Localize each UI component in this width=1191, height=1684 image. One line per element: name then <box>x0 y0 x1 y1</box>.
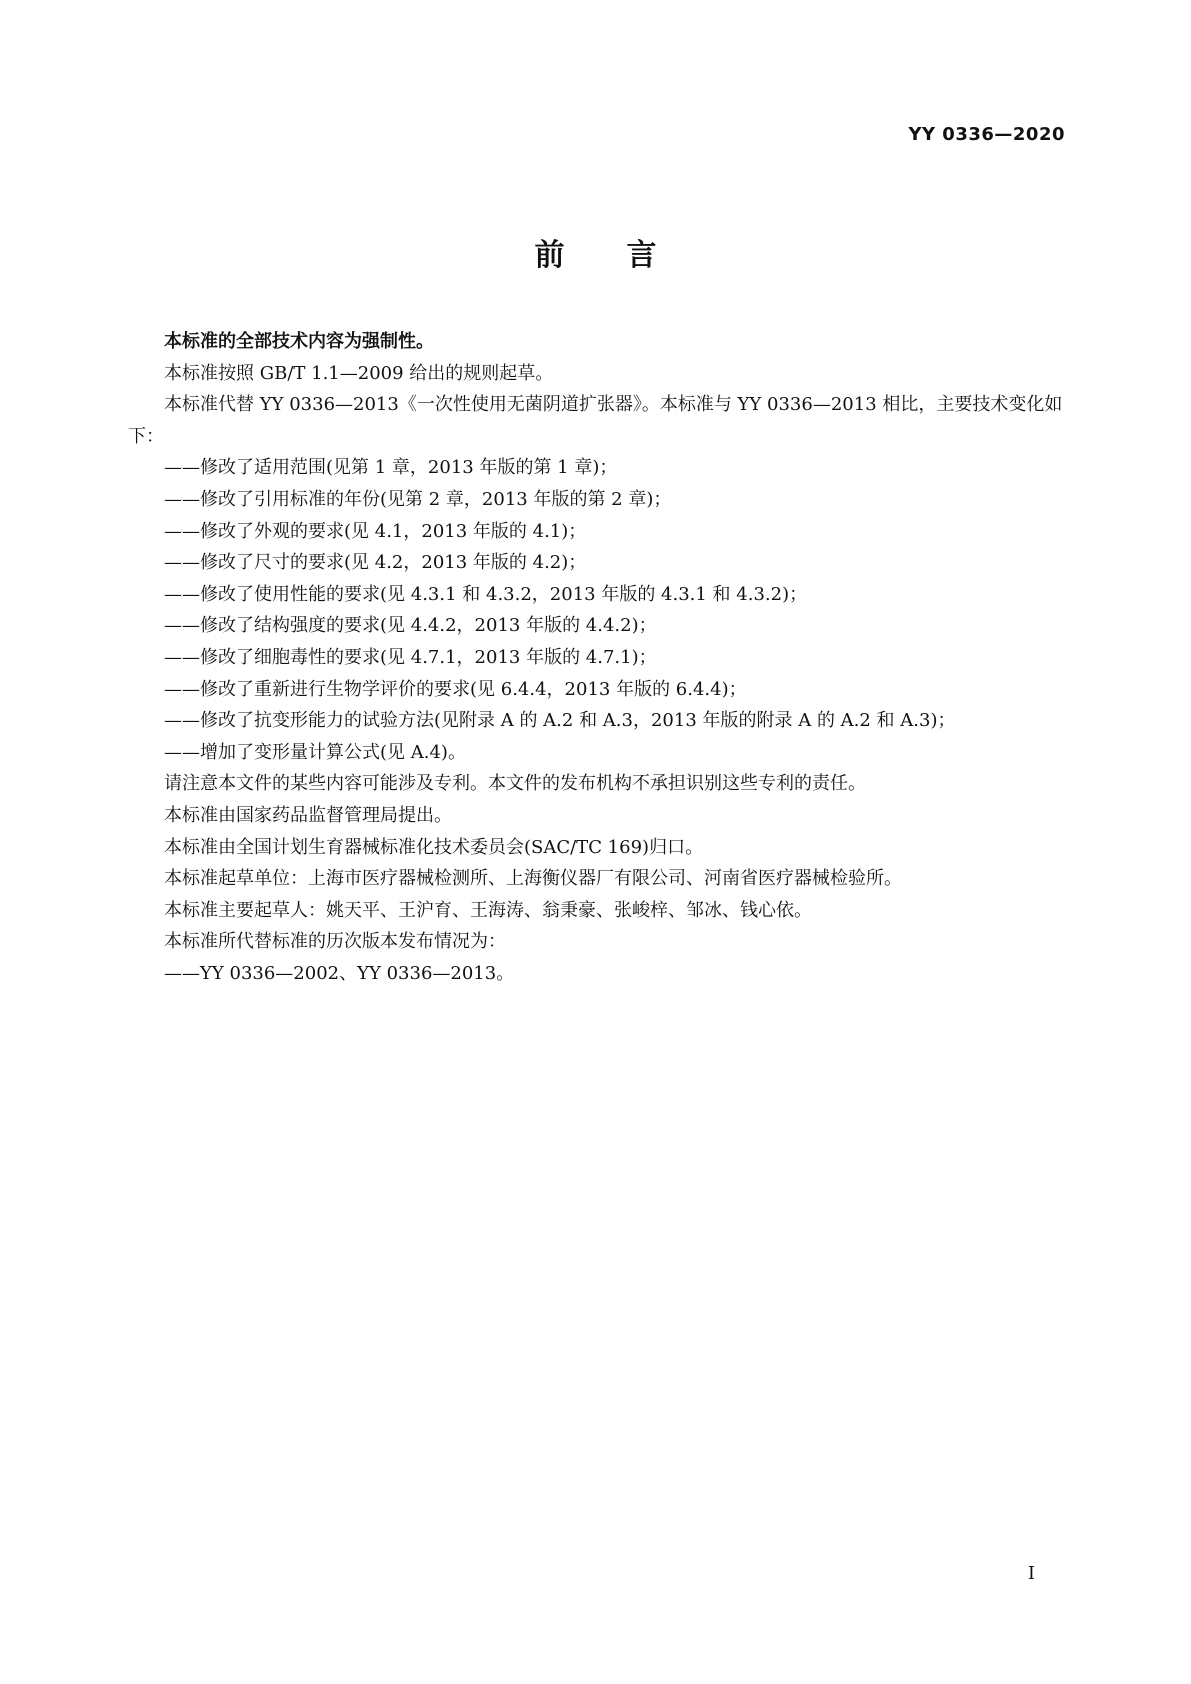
list-item: —— 增加了变形量计算公式(见 A.4)。 <box>128 737 1064 769</box>
foreword-body <box>128 326 1064 989</box>
history-intro-paragraph: 本标准所代替标准的历次版本发布情况为： <box>164 931 506 953</box>
drafting-rules-paragraph: 本标准按照 GB/T 1.1—2009 给出的规则起草。 <box>164 362 554 384</box>
title-part-2: 言 <box>626 238 657 273</box>
list-item: —— 修改了外观的要求(见 4.1，2013 年版的 4.1)； <box>128 516 1064 548</box>
standard-code: YY 0336—2020 <box>908 124 1065 145</box>
page-number: I <box>1027 1563 1035 1584</box>
page-title <box>0 230 1191 274</box>
technical-changes-list <box>128 452 1064 768</box>
list-item: —— 修改了引用标准的年份(见第 2 章，2013 年版的第 2 章)； <box>128 484 1064 516</box>
list-item: —— 修改了适用范围(见第 1 章，2013 年版的第 1 章)； <box>128 452 1064 484</box>
drafting-units-paragraph: 本标准起草单位：上海市医疗器械检测所、上海衡仪器厂有限公司、河南省医疗器械检验所。 <box>164 868 902 890</box>
drafters-paragraph: 本标准主要起草人：姚天平、王沪育、王海涛、翁秉豪、张峻梓、邹冰、钱心依。 <box>164 899 812 921</box>
version-history-list <box>128 958 1064 990</box>
title-part-1: 前 <box>534 238 565 273</box>
mandatory-statement: 本标准的全部技术内容为强制性。 <box>164 331 434 352</box>
list-item: —— 修改了尺寸的要求(见 4.2，2013 年版的 4.2)； <box>128 547 1064 579</box>
patent-notice-paragraph: 请注意本文件的某些内容可能涉及专利。本文件的发布机构不承担识别这些专利的责任。 <box>164 773 866 795</box>
list-item: —— 修改了重新进行生物学评价的要求(见 6.4.4，2013 年版的 6.4.4)； <box>128 674 1064 706</box>
list-item: —— 修改了使用性能的要求(见 4.3.1 和 4.3.2，2013 年版的 4.3.1 和 4.3.2)； <box>128 579 1064 611</box>
list-item: —— 修改了结构强度的要求(见 4.4.2，2013 年版的 4.4.2)； <box>128 610 1064 642</box>
list-item: —— YY 0336—2002、YY 0336—2013。 <box>128 958 1064 990</box>
proposer-paragraph: 本标准由国家药品监督管理局提出。 <box>164 804 452 826</box>
list-item: —— 修改了抗变形能力的试验方法(见附录 A 的 A.2 和 A.3，2013 年版的附录 A 的 A.2 和 A.3)； <box>128 705 1064 737</box>
list-item: —— 修改了细胞毒性的要求(见 4.7.1，2013 年版的 4.7.1)； <box>128 642 1064 674</box>
committee-paragraph: 本标准由全国计划生育器械标准化技术委员会(SAC/TC 169)归口。 <box>164 836 704 858</box>
replacement-paragraph: 本标准代替 YY 0336—2013《一次性使用无菌阴道扩张器》。本标准与 YY 0336—2013 相比，主要技术变化如下： <box>128 394 1063 447</box>
